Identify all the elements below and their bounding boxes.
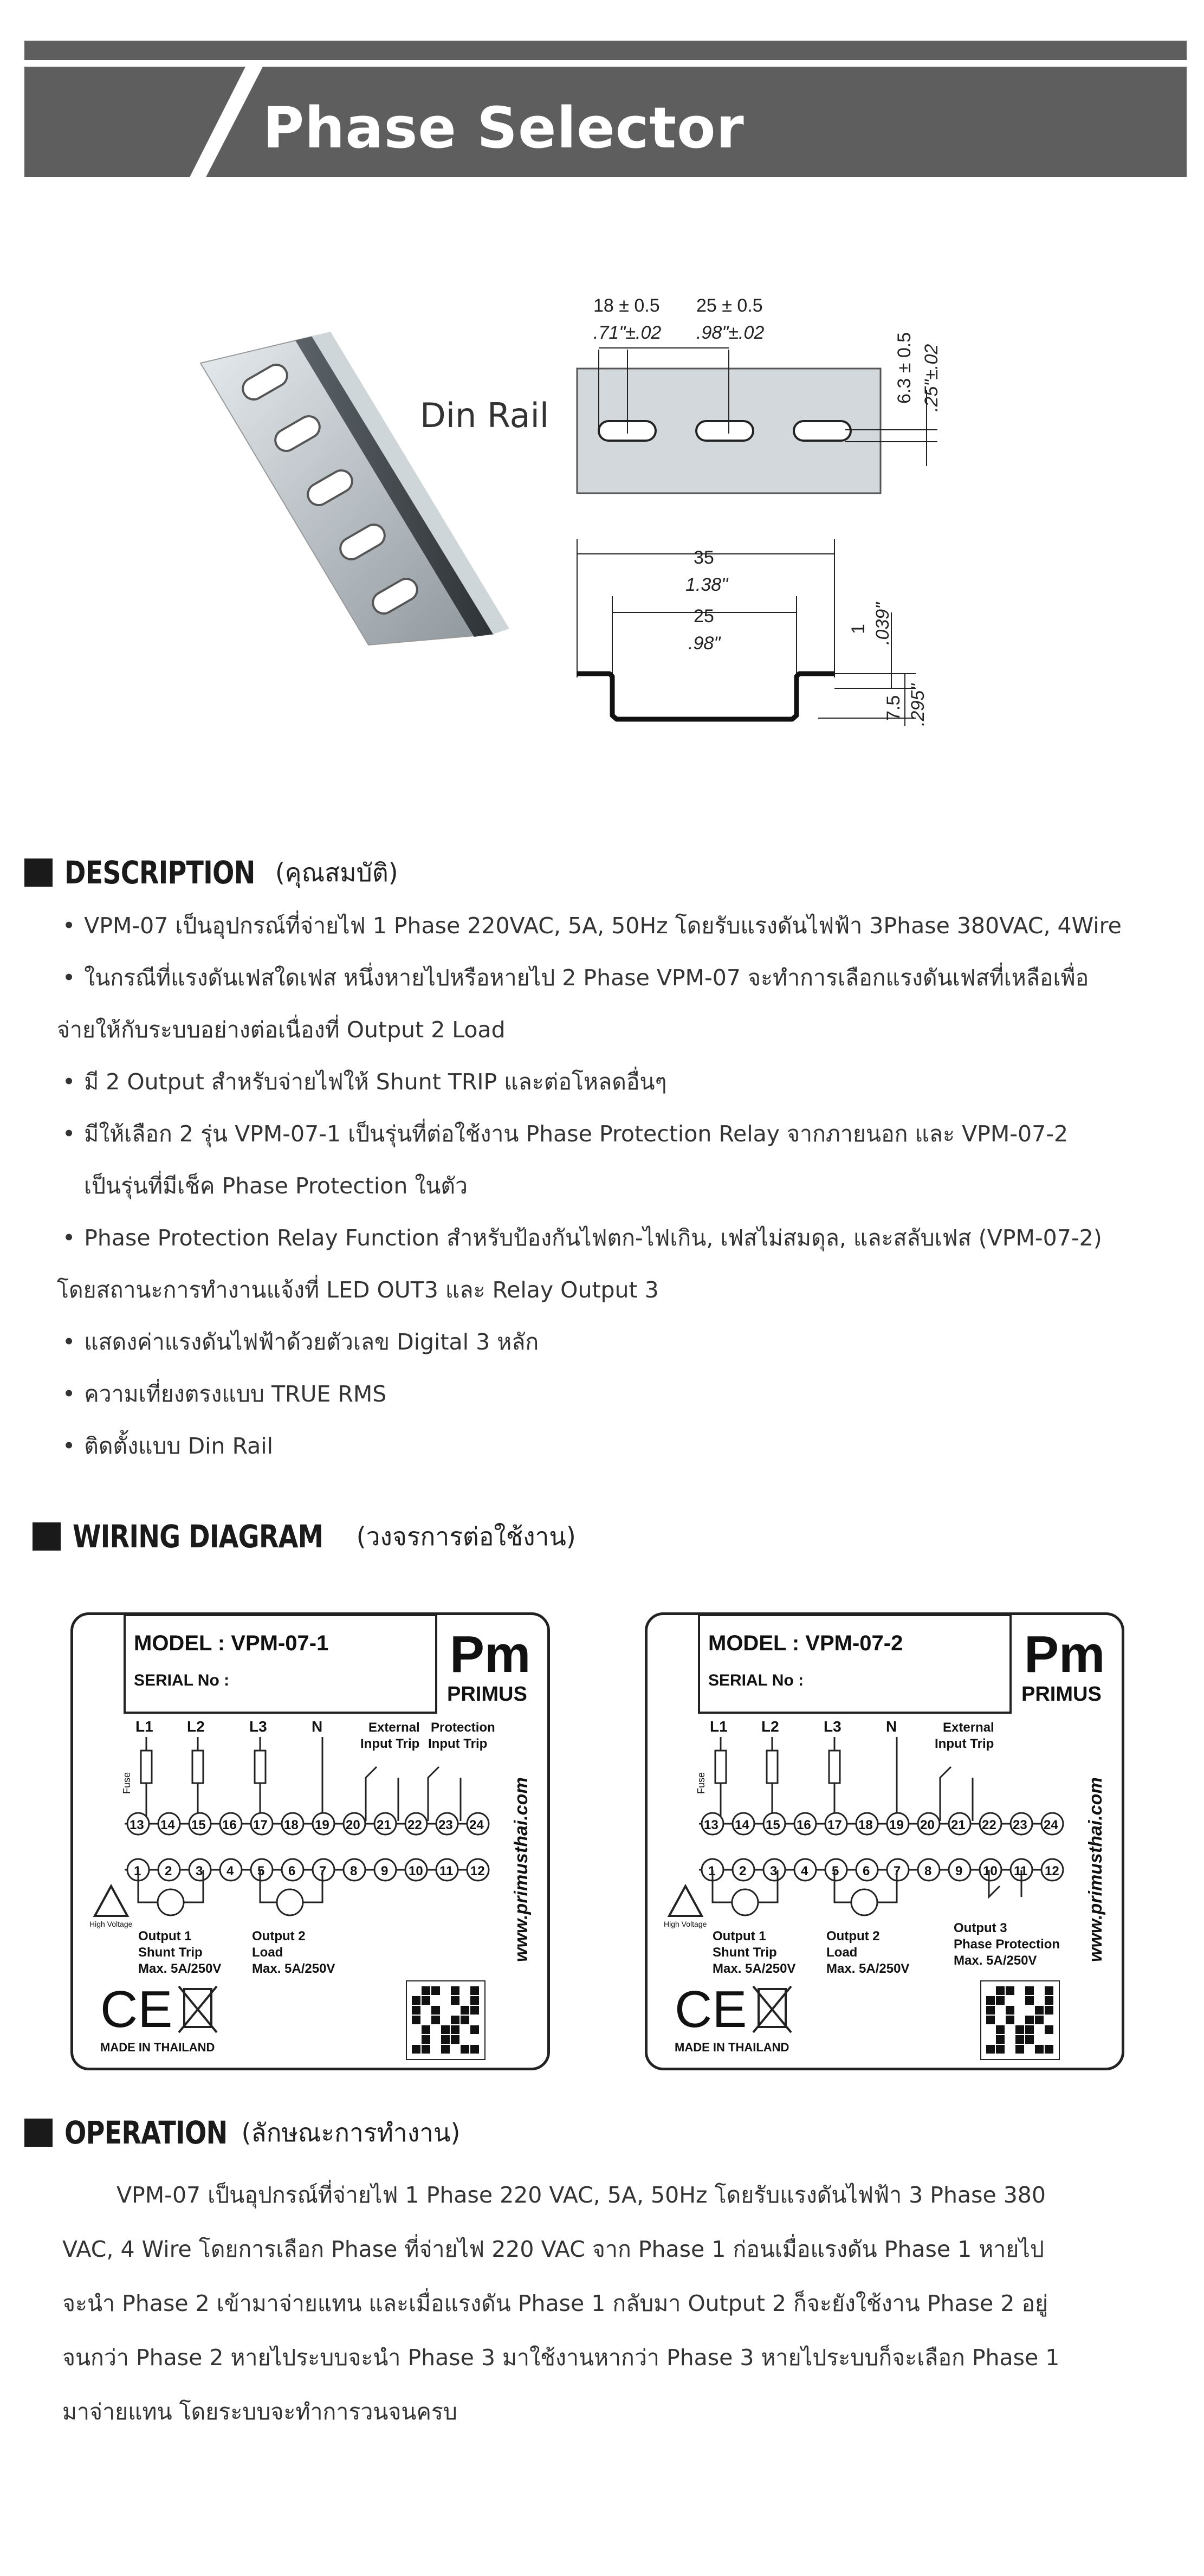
model-label: MODEL : VPM-07-2 bbox=[708, 1631, 903, 1655]
description-line: • ติดตั้งแบบ Din Rail bbox=[62, 1420, 1157, 1472]
qr-module bbox=[1035, 2045, 1044, 2054]
qr-module bbox=[1025, 2035, 1034, 2044]
terminal-number: 15 bbox=[766, 1818, 780, 1832]
fuse-label: Fuse bbox=[696, 1772, 707, 1794]
output3-label: Output 3 bbox=[954, 1921, 1007, 1935]
terminal-number: 21 bbox=[377, 1818, 391, 1832]
terminal-number: 5 bbox=[832, 1864, 839, 1878]
terminal-number: 2 bbox=[739, 1864, 747, 1878]
fuse-icon bbox=[255, 1751, 266, 1783]
qr-module bbox=[470, 1986, 479, 1995]
qr-module bbox=[412, 1996, 420, 2005]
wiring-diagram bbox=[73, 1615, 547, 2068]
terminal-number: 2 bbox=[165, 1864, 172, 1878]
svg-text:1.38": 1.38" bbox=[685, 574, 728, 595]
website-url: www.primusthai.com bbox=[511, 1777, 532, 1962]
terminal-number: 14 bbox=[160, 1818, 175, 1832]
output3-label: Phase Protection bbox=[954, 1937, 1060, 1952]
qr-module bbox=[422, 2035, 430, 2044]
din-rail-label: Din Rail bbox=[420, 396, 549, 435]
output2-load-icon bbox=[277, 1889, 303, 1915]
qr-module bbox=[996, 1986, 1005, 1995]
description-body bbox=[57, 900, 1157, 1472]
qr-module bbox=[1045, 1996, 1053, 2005]
line-label-n: N bbox=[886, 1718, 897, 1735]
model-box bbox=[699, 1615, 1011, 1713]
terminal-number: 3 bbox=[196, 1864, 203, 1878]
svg-text:25: 25 bbox=[694, 606, 714, 627]
operation-line: มาจ่ายแทน โดยระบบจะทำการวนจนครบ bbox=[62, 2399, 457, 2425]
qr-module bbox=[412, 2006, 420, 2015]
qr-module bbox=[422, 2025, 430, 2034]
header-banner bbox=[24, 41, 1187, 177]
qr-module bbox=[470, 2006, 479, 2015]
qr-module bbox=[986, 2045, 995, 2054]
terminal-number: 4 bbox=[226, 1864, 234, 1878]
qr-module bbox=[1006, 2016, 1014, 2024]
operation-body bbox=[62, 2168, 1103, 2439]
svg-text:25 ± 0.5: 25 ± 0.5 bbox=[696, 295, 763, 316]
terminal-number: 18 bbox=[284, 1818, 299, 1832]
terminal-number: 17 bbox=[253, 1818, 268, 1832]
qr-module bbox=[1025, 1996, 1034, 2005]
svg-text:18 ± 0.5: 18 ± 0.5 bbox=[593, 295, 660, 316]
qr-module bbox=[412, 2016, 420, 2024]
output1-label: Shunt Trip bbox=[138, 1945, 203, 1960]
line-label-l2: L2 bbox=[761, 1718, 779, 1735]
operation-line: จะนำ Phase 2 เข้ามาจ่ายแทน และเมื่อแรงดัน Phase 1 กลับมา Output 2 ก็จะยังใช้งาน Phase 2 อยู่ bbox=[62, 2290, 1048, 2316]
description-line: • ในกรณีที่แรงดันเฟสใดเฟส หนึ่งหายไปหรือหายไป 2 Phase VPM-07 จะทำการเลือกแรงดันเฟสที่เหลือเพื่อ bbox=[62, 952, 1157, 1004]
terminal-number: 12 bbox=[470, 1864, 485, 1878]
qr-module bbox=[1035, 2006, 1044, 2015]
qr-module bbox=[1045, 2006, 1053, 2015]
output2-label: Load bbox=[826, 1945, 858, 1960]
wiring-header bbox=[33, 1518, 576, 1555]
qr-module bbox=[996, 2025, 1005, 2034]
qr-module bbox=[986, 1996, 995, 2005]
fuse-icon bbox=[715, 1751, 726, 1783]
output3-label: Max. 5A/250V bbox=[954, 1953, 1037, 1968]
qr-module bbox=[996, 1996, 1005, 2005]
wiring-card-vpm-07-2 bbox=[645, 1612, 1124, 2070]
svg-text:7.5: 7.5 bbox=[883, 695, 904, 721]
qr-module bbox=[1006, 1986, 1014, 1995]
svg-text:35: 35 bbox=[694, 547, 714, 568]
qr-module bbox=[986, 2006, 995, 2015]
svg-text:.71"±.02: .71"±.02 bbox=[593, 322, 662, 343]
qr-module bbox=[1015, 2035, 1024, 2044]
description-header bbox=[24, 854, 398, 892]
terminal-number: 23 bbox=[438, 1818, 453, 1832]
terminal-number: 9 bbox=[381, 1864, 389, 1878]
terminal-number: 11 bbox=[1014, 1864, 1028, 1878]
qr-module bbox=[441, 2025, 450, 2034]
primus-logo: Pm bbox=[450, 1625, 531, 1683]
terminal-number: 1 bbox=[708, 1864, 716, 1878]
qr-module bbox=[1045, 1986, 1053, 1995]
terminal-number: 13 bbox=[130, 1818, 144, 1832]
brand-name: PRIMUS bbox=[1021, 1683, 1102, 1706]
line-label-l2: L2 bbox=[187, 1718, 205, 1735]
terminal-number: 10 bbox=[409, 1864, 423, 1878]
qr-module bbox=[1035, 2016, 1044, 2024]
qr-module bbox=[1025, 1986, 1034, 1995]
qr-module bbox=[461, 2006, 469, 2015]
terminal-number: 7 bbox=[319, 1864, 327, 1878]
output2-label: Load bbox=[252, 1945, 283, 1960]
qr-module bbox=[996, 2045, 1005, 2054]
terminal-number: 6 bbox=[863, 1864, 870, 1878]
operation-subtitle: (ลักษณะการทำงาน) bbox=[241, 2117, 461, 2147]
high-voltage-label: High Voltage bbox=[89, 1920, 133, 1928]
fuse-icon bbox=[141, 1751, 152, 1783]
qr-module bbox=[1015, 2045, 1024, 2054]
output1-label: Max. 5A/250V bbox=[138, 1961, 222, 1976]
description-line: • แสดงค่าแรงดันไฟฟ้าด้วยตัวเลข Digital 3 หลัก bbox=[62, 1316, 1157, 1368]
protection-label: Protection bbox=[431, 1720, 495, 1735]
svg-text:6.3 ± 0.5: 6.3 ± 0.5 bbox=[894, 332, 915, 404]
qr-module bbox=[996, 2035, 1005, 2044]
fuse-icon bbox=[829, 1751, 840, 1783]
description-line: จ่ายให้กับระบบอย่างต่อเนื่องที่ Output 2 Load bbox=[57, 1017, 506, 1043]
wiring-diagram bbox=[648, 1615, 1122, 2068]
qr-module bbox=[986, 2016, 995, 2024]
qr-module bbox=[1045, 2045, 1053, 2054]
wiring-title: WIRING DIAGRAM bbox=[73, 1518, 323, 1555]
svg-text:.25"±.02: .25"±.02 bbox=[921, 344, 942, 412]
terminal-number: 22 bbox=[982, 1818, 996, 1832]
terminal-number: 19 bbox=[889, 1818, 904, 1832]
external-label: External bbox=[368, 1720, 420, 1735]
brand-name: PRIMUS bbox=[447, 1683, 527, 1706]
page-title: Phase Selector bbox=[263, 95, 745, 161]
terminal-number: 4 bbox=[801, 1864, 808, 1878]
description-title: DESCRIPTION bbox=[64, 854, 255, 891]
description-line: เป็นรุ่นที่มีเช็ค Phase Protection ในตัว bbox=[84, 1173, 468, 1199]
terminal-number: 22 bbox=[407, 1818, 422, 1832]
qr-module bbox=[451, 2025, 459, 2034]
terminal-number: 6 bbox=[288, 1864, 296, 1878]
fuse-icon bbox=[767, 1751, 778, 1783]
wiring-card-vpm-07-1 bbox=[70, 1612, 550, 2070]
terminal-number: 20 bbox=[346, 1818, 360, 1832]
qr-module bbox=[451, 2035, 459, 2044]
description-line: • มี 2 Output สำหรับจ่ายไฟให้ Shunt TRIP และต่อโหลดอื่นๆ bbox=[62, 1056, 1157, 1108]
description-line: • มีให้เลือก 2 รุ่น VPM-07-1 เป็นรุ่นที่ต่อใช้งาน Phase Protection Relay จากภายนอก และ VPM-07-2 bbox=[62, 1108, 1157, 1160]
qr-module bbox=[441, 2035, 450, 2044]
svg-text:.295": .295" bbox=[908, 683, 928, 726]
section-marker bbox=[24, 2119, 53, 2147]
external-label: External bbox=[943, 1720, 994, 1735]
line-label-l1: L1 bbox=[710, 1718, 728, 1735]
qr-module bbox=[1025, 2016, 1034, 2024]
qr-module bbox=[422, 2045, 430, 2054]
external-label: Input Trip bbox=[360, 1736, 420, 1751]
operation-line: VAC, 4 Wire โดยการเลือก Phase ที่จ่ายไฟ 220 VAC จาก Phase 1 ก่อนเมื่อแรงดัน Phase 1 หายไป bbox=[62, 2236, 1044, 2262]
din-rail-illustration bbox=[190, 325, 526, 661]
high-voltage-label: High Voltage bbox=[664, 1920, 707, 1928]
output2-label: Max. 5A/250V bbox=[826, 1961, 910, 1976]
terminal-number: 16 bbox=[222, 1818, 237, 1832]
svg-text:1: 1 bbox=[848, 624, 869, 634]
qr-module bbox=[470, 1996, 479, 2005]
description-line: • ความเที่ยงตรงแบบ TRUE RMS bbox=[62, 1368, 1157, 1420]
terminal-number: 16 bbox=[797, 1818, 811, 1832]
operation-line: VPM-07 เป็นอุปกรณ์ที่จ่ายไฟ 1 Phase 220 VAC, 5A, 50Hz โดยรับแรงดันไฟฟ้า 3 Phase 380 bbox=[116, 2182, 1046, 2208]
external-label: Input Trip bbox=[935, 1736, 994, 1751]
description-line: โดยสถานะการทำงานแจ้งที่ LED OUT3 และ Relay Output 3 bbox=[57, 1277, 659, 1303]
primus-logo: Pm bbox=[1024, 1625, 1105, 1683]
serial-label: SERIAL No : bbox=[708, 1671, 804, 1689]
model-box bbox=[125, 1615, 436, 1713]
svg-text:.98": .98" bbox=[688, 633, 721, 654]
terminal-number: 5 bbox=[257, 1864, 265, 1878]
operation-title: OPERATION bbox=[64, 2114, 228, 2151]
model-label: MODEL : VPM-07-1 bbox=[134, 1631, 329, 1655]
terminal-number: 18 bbox=[858, 1818, 873, 1832]
qr-module bbox=[461, 2045, 469, 2054]
din-rail-dimensions bbox=[564, 287, 943, 732]
section-marker bbox=[33, 1522, 61, 1551]
output1-label: Output 1 bbox=[713, 1929, 766, 1944]
qr-module bbox=[431, 2006, 440, 2015]
qr-code bbox=[406, 1981, 485, 2059]
qr-code bbox=[981, 1981, 1059, 2059]
qr-module bbox=[441, 2045, 450, 2054]
terminal-number: 21 bbox=[951, 1818, 966, 1832]
terminal-number: 17 bbox=[827, 1818, 842, 1832]
qr-module bbox=[451, 2016, 459, 2024]
serial-label: SERIAL No : bbox=[134, 1671, 230, 1689]
terminal-number: 11 bbox=[439, 1864, 454, 1878]
fuse-label: Fuse bbox=[121, 1772, 132, 1794]
terminal-number: 23 bbox=[1013, 1818, 1027, 1832]
terminal-number: 19 bbox=[315, 1818, 329, 1832]
terminal-number: 13 bbox=[704, 1818, 718, 1832]
terminal-number: 24 bbox=[1044, 1818, 1058, 1832]
output2-label: Output 2 bbox=[826, 1929, 880, 1944]
output1-label: Max. 5A/250V bbox=[713, 1961, 796, 1976]
line-label-l1: L1 bbox=[135, 1718, 153, 1735]
terminal-number: 12 bbox=[1045, 1864, 1059, 1878]
output2-label: Output 2 bbox=[252, 1929, 306, 1944]
terminal-number: 8 bbox=[350, 1864, 358, 1878]
qr-module bbox=[1045, 2025, 1053, 2034]
terminal-number: 14 bbox=[735, 1818, 749, 1832]
terminal-number: 15 bbox=[191, 1818, 206, 1832]
terminal-number: 9 bbox=[955, 1864, 963, 1878]
description-line: • Phase Protection Relay Function สำหรับป้องกันไฟตก-ไฟเกิน, เฟสไม่สมดุล, และสลับเฟส (VPM-07-2) bbox=[62, 1212, 1157, 1264]
terminal-number: 1 bbox=[134, 1864, 141, 1878]
website-url: www.primusthai.com bbox=[1085, 1777, 1106, 1962]
description-line: • VPM-07 เป็นอุปกรณ์ที่จ่ายไฟ 1 Phase 220VAC, 5A, 50Hz โดยรับแรงดันไฟฟ้า 3Phase 380VAC, 4Wire bbox=[62, 900, 1157, 952]
output2-load-icon bbox=[851, 1889, 877, 1915]
qr-module bbox=[422, 1996, 430, 2005]
operation-header bbox=[24, 2114, 460, 2152]
qr-module bbox=[431, 1986, 440, 1995]
high-voltage-icon bbox=[95, 1886, 127, 1916]
output1-load-icon bbox=[732, 1889, 758, 1915]
terminal-number: 24 bbox=[469, 1818, 484, 1832]
output1-label: Output 1 bbox=[138, 1929, 192, 1944]
wiring-subtitle: (วงจรการต่อใช้งาน) bbox=[356, 1521, 576, 1551]
ce-mark: CE bbox=[100, 1980, 173, 2038]
terminal-number: 7 bbox=[894, 1864, 901, 1878]
qr-module bbox=[412, 2045, 420, 2054]
terminal-number: 20 bbox=[920, 1818, 935, 1832]
qr-module bbox=[470, 2045, 479, 2054]
made-in-label: MADE IN THAILAND bbox=[100, 2041, 215, 2054]
output2-label: Max. 5A/250V bbox=[252, 1961, 335, 1976]
line-label-n: N bbox=[312, 1718, 323, 1735]
terminal-number: 3 bbox=[770, 1864, 778, 1878]
qr-module bbox=[1025, 2025, 1034, 2034]
section-marker bbox=[24, 858, 53, 887]
line-label-l3: L3 bbox=[249, 1718, 267, 1735]
description-subtitle: (คุณสมบัติ) bbox=[275, 857, 398, 887]
svg-text:.039": .039" bbox=[872, 602, 893, 645]
qr-module bbox=[1006, 2006, 1014, 2015]
protection-label: Input Trip bbox=[428, 1736, 488, 1751]
line-label-l3: L3 bbox=[824, 1718, 841, 1735]
svg-text:.98"±.02: .98"±.02 bbox=[696, 322, 765, 343]
fuse-icon bbox=[192, 1751, 203, 1783]
qr-module bbox=[451, 1996, 459, 2005]
qr-module bbox=[431, 2016, 440, 2024]
qr-module bbox=[470, 2025, 479, 2034]
high-voltage-icon bbox=[669, 1886, 702, 1916]
operation-line: จนกว่า Phase 2 หายไประบบจะนำ Phase 3 มาใช้งานหากว่า Phase 3 หายไประบบก็จะเลือก Phase 1 bbox=[62, 2345, 1060, 2371]
qr-module bbox=[1015, 2025, 1024, 2034]
terminal-number: 8 bbox=[924, 1864, 932, 1878]
qr-module bbox=[451, 1986, 459, 1995]
ce-mark: CE bbox=[675, 1980, 747, 2038]
terminal-number: 10 bbox=[983, 1864, 998, 1878]
qr-module bbox=[461, 2016, 469, 2024]
output1-label: Shunt Trip bbox=[713, 1945, 777, 1960]
output1-load-icon bbox=[158, 1889, 184, 1915]
made-in-label: MADE IN THAILAND bbox=[675, 2041, 789, 2054]
qr-module bbox=[422, 1986, 430, 1995]
